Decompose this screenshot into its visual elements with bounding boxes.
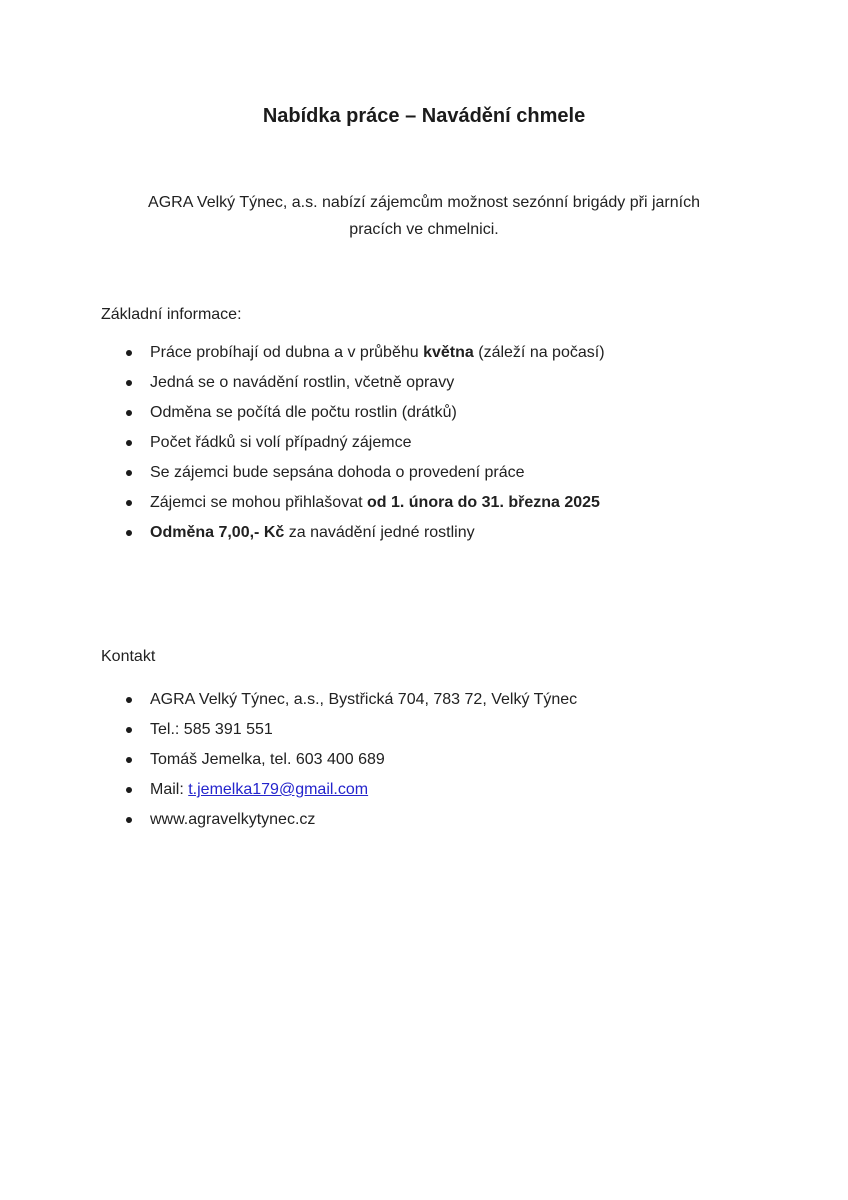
intro-line: AGRA Velký Týnec, a.s. nabízí zájemcům možnost sezónní brigády při jarních (148, 194, 700, 211)
list-item (101, 398, 781, 428)
list-item (101, 518, 781, 548)
list-item (101, 805, 781, 835)
item-text: AGRA Velký Týnec, a.s., Bystřická 704, 783 72, Velký Týnec (150, 691, 578, 708)
bullet-icon (126, 500, 132, 506)
bullet-icon (126, 350, 132, 356)
bullet-icon (126, 440, 132, 446)
item-text: Mail: (150, 781, 189, 798)
item-text: Se zájemci bude sepsána dohoda o provedení práce (150, 464, 525, 481)
list-item (101, 745, 781, 775)
item-text: Tomáš Jemelka, tel. 603 400 689 (150, 751, 385, 768)
email-link[interactable]: t.jemelka179@gmail.com (188, 781, 369, 798)
item-text: Tel.: 585 391 551 (150, 721, 273, 738)
item-text: Počet řádků si volí případný zájemce (150, 434, 412, 451)
bullet-icon (126, 380, 132, 386)
list-item (101, 368, 781, 398)
item-text: za navádění jedné rostliny (284, 524, 475, 541)
item-text: Jedná se o navádění rostlin, včetně opravy (150, 374, 455, 391)
bullet-icon (126, 410, 132, 416)
list-item (101, 775, 781, 805)
bullet-icon (126, 697, 132, 703)
item-text: Odměna se počítá dle počtu rostlin (drátků) (150, 404, 457, 421)
list-item (101, 458, 781, 488)
bullet-icon (126, 470, 132, 476)
bullet-icon (126, 757, 132, 763)
item-text-bold: od 1. února do 31. března 2025 (366, 494, 600, 511)
list-item (101, 685, 781, 715)
item-text: Práce probíhají od dubna a v průběhu (150, 344, 424, 361)
list-item (101, 488, 781, 518)
item-text: www.agravelkytynec.cz (150, 811, 316, 828)
contact-list (101, 685, 781, 835)
list-item (101, 715, 781, 745)
page-title: Nabídka práce – Navádění chmele (262, 105, 586, 127)
section-heading-basic-info: Základní informace: (101, 306, 242, 323)
basic-info-list (101, 338, 781, 548)
item-text: (záleží na počasí) (473, 344, 605, 361)
bullet-icon (126, 727, 132, 733)
bullet-icon (126, 787, 132, 793)
item-text: Zájemci se mohou přihlašovat (150, 494, 367, 511)
item-text-bold: května (423, 344, 474, 361)
bullet-icon (126, 817, 132, 823)
section-heading-contact: Kontakt (101, 648, 156, 665)
list-item (101, 338, 781, 368)
item-text-bold: Odměna 7,00,- Kč (150, 524, 285, 541)
bullet-icon (126, 530, 132, 536)
intro-paragraph (54, 189, 794, 243)
intro-line: pracích ve chmelnici. (349, 221, 499, 238)
list-item (101, 428, 781, 458)
